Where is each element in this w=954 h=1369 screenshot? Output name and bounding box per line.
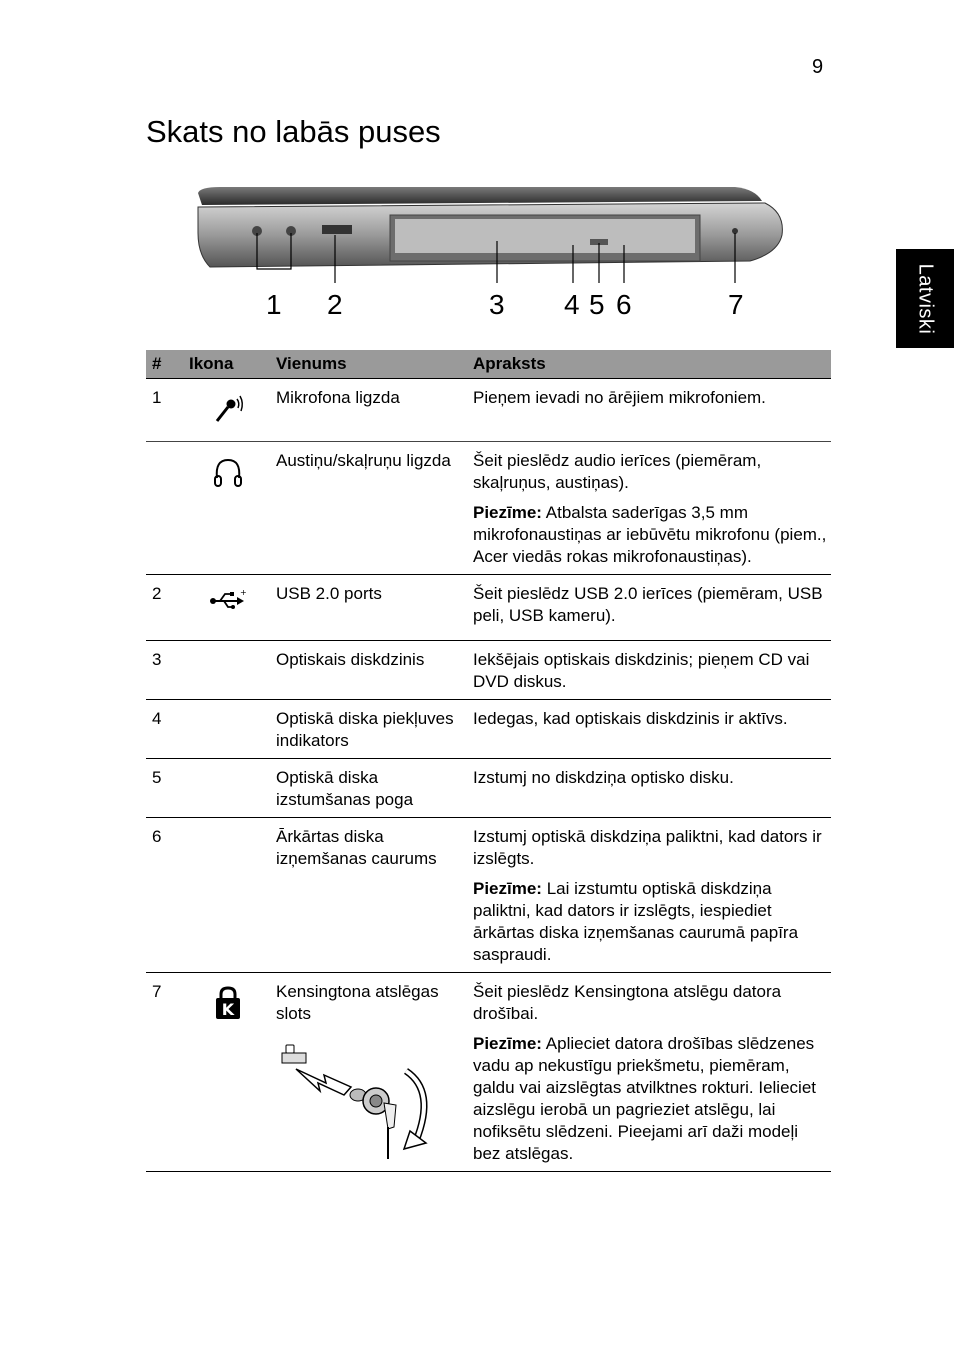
row-item: Ārkārtas diska izņemšanas caurums xyxy=(270,818,467,973)
table-row xyxy=(146,641,831,700)
table-row xyxy=(146,575,831,641)
table-row xyxy=(146,700,831,759)
headphones-icon xyxy=(211,454,245,490)
callout-2: 2 xyxy=(327,289,343,320)
table-header-row xyxy=(146,350,831,379)
page-title: Skats no labās puses xyxy=(146,114,441,149)
callout-4: 4 xyxy=(564,289,580,320)
row-icon xyxy=(183,641,270,700)
row-icon xyxy=(183,700,270,759)
language-tab-label: Latviski xyxy=(914,263,937,334)
kensington-lock-illustration xyxy=(276,1031,446,1161)
row-desc: Šeit pieslēdz USB 2.0 ierīces (piemēram, USB peli, USB kameru). xyxy=(467,575,831,641)
row-desc xyxy=(467,973,831,1172)
svg-text:K: K xyxy=(221,1000,234,1019)
row-num: 5 xyxy=(146,759,183,818)
row-desc: Izstumj no diskdziņa optisko disku. xyxy=(467,759,831,818)
header-item: Vienums xyxy=(270,350,467,379)
table-row xyxy=(146,442,831,575)
table-row xyxy=(146,818,831,973)
ports-table xyxy=(146,350,831,1172)
callout-7: 7 xyxy=(728,289,744,320)
header-num: # xyxy=(146,350,183,379)
row-desc xyxy=(467,442,831,575)
table-row xyxy=(146,379,831,442)
header-icon: Ikona xyxy=(183,350,270,379)
row-item xyxy=(270,973,467,1172)
usb-icon xyxy=(208,587,248,611)
row-item: Mikrofona ligzda xyxy=(270,379,467,442)
language-tab xyxy=(896,249,954,348)
row-item: Optiskā diska piekļuves indikators xyxy=(270,700,467,759)
row-item: USB 2.0 ports xyxy=(270,575,467,641)
optical-drive-tray xyxy=(395,219,695,253)
row-note xyxy=(473,502,827,568)
row-num xyxy=(146,442,183,575)
note-label: Piezīme: xyxy=(473,503,542,522)
row-num: 7 xyxy=(146,973,183,1172)
row-icon xyxy=(183,818,270,973)
page-number: 9 xyxy=(812,56,824,78)
row-num: 4 xyxy=(146,700,183,759)
row-icon xyxy=(183,575,270,641)
callout-1: 1 xyxy=(266,289,282,320)
row-num: 1 xyxy=(146,379,183,442)
laptop-lid xyxy=(198,187,762,205)
row-desc xyxy=(467,818,831,973)
row-icon xyxy=(183,379,270,442)
svg-text:+: + xyxy=(239,588,247,597)
row-icon xyxy=(183,973,270,1172)
row-item: Austiņu/skaļruņu ligzda xyxy=(270,442,467,575)
table-row xyxy=(146,973,831,1172)
kensington-lock-icon xyxy=(213,985,243,1021)
row-desc: Iekšējais optiskais diskdzinis; pieņem CD vai DVD diskus. xyxy=(467,641,831,700)
row-desc-text: Izstumj optiskā diskdziņa paliktni, kad dators ir izslēgts. xyxy=(473,827,822,868)
row-desc-text: Šeit pieslēdz audio ierīces (piemēram, skaļruņus, austiņas). xyxy=(473,451,762,492)
row-icon xyxy=(183,759,270,818)
note-label: Piezīme: xyxy=(473,879,542,898)
row-desc: Pieņem ievadi no ārējiem mikrofoniem. xyxy=(467,379,831,442)
row-num: 2 xyxy=(146,575,183,641)
callout-5: 5 xyxy=(589,289,605,320)
row-num: 3 xyxy=(146,641,183,700)
row-num: 6 xyxy=(146,818,183,973)
note-text: Atbalsta saderīgas 3,5 mm mikrofonaustiņas ar iebūvētu mikrofonu (piem., Acer viedās rokas mikrofonaustiņas). xyxy=(473,503,827,566)
note-label: Piezīme: xyxy=(473,1034,542,1053)
row-icon xyxy=(183,442,270,575)
row-note xyxy=(473,878,827,966)
callout-6: 6 xyxy=(616,289,632,320)
row-item: Optiskā diska izstumšanas poga xyxy=(270,759,467,818)
row-item: Optiskais diskdzinis xyxy=(270,641,467,700)
row-item-text: Kensingtona atslēgas slots xyxy=(276,982,439,1023)
microphone-icon xyxy=(211,391,245,425)
usb-port xyxy=(322,225,352,234)
row-desc: Iedegas, kad optiskais diskdzinis ir aktīvs. xyxy=(467,700,831,759)
row-desc-text: Šeit pieslēdz Kensingtona atslēgu datora drošībai. xyxy=(473,982,782,1023)
table-row xyxy=(146,759,831,818)
note-text: Lai izstumtu optiskā diskdziņa paliktni, kad dators ir izslēgts, iespiediet ārkārtas diska izņemšanas caurumā papīra saspraudi. xyxy=(473,879,799,964)
header-desc: Apraksts xyxy=(467,350,831,379)
callout-3: 3 xyxy=(489,289,505,320)
row-note xyxy=(473,1033,827,1165)
note-text: Aplieciet datora drošības slēdzenes vadu ap nekustīgu priekšmetu, piemēram, galdu vai aizslēgtas atvilktnes rokturi. Ielieciet aizslēgu ierobā un pagrieziet atslēgu, lai nofiksētu slēdzeni. Pieejami arī daži modeļi bez atslēgas. xyxy=(473,1034,816,1163)
